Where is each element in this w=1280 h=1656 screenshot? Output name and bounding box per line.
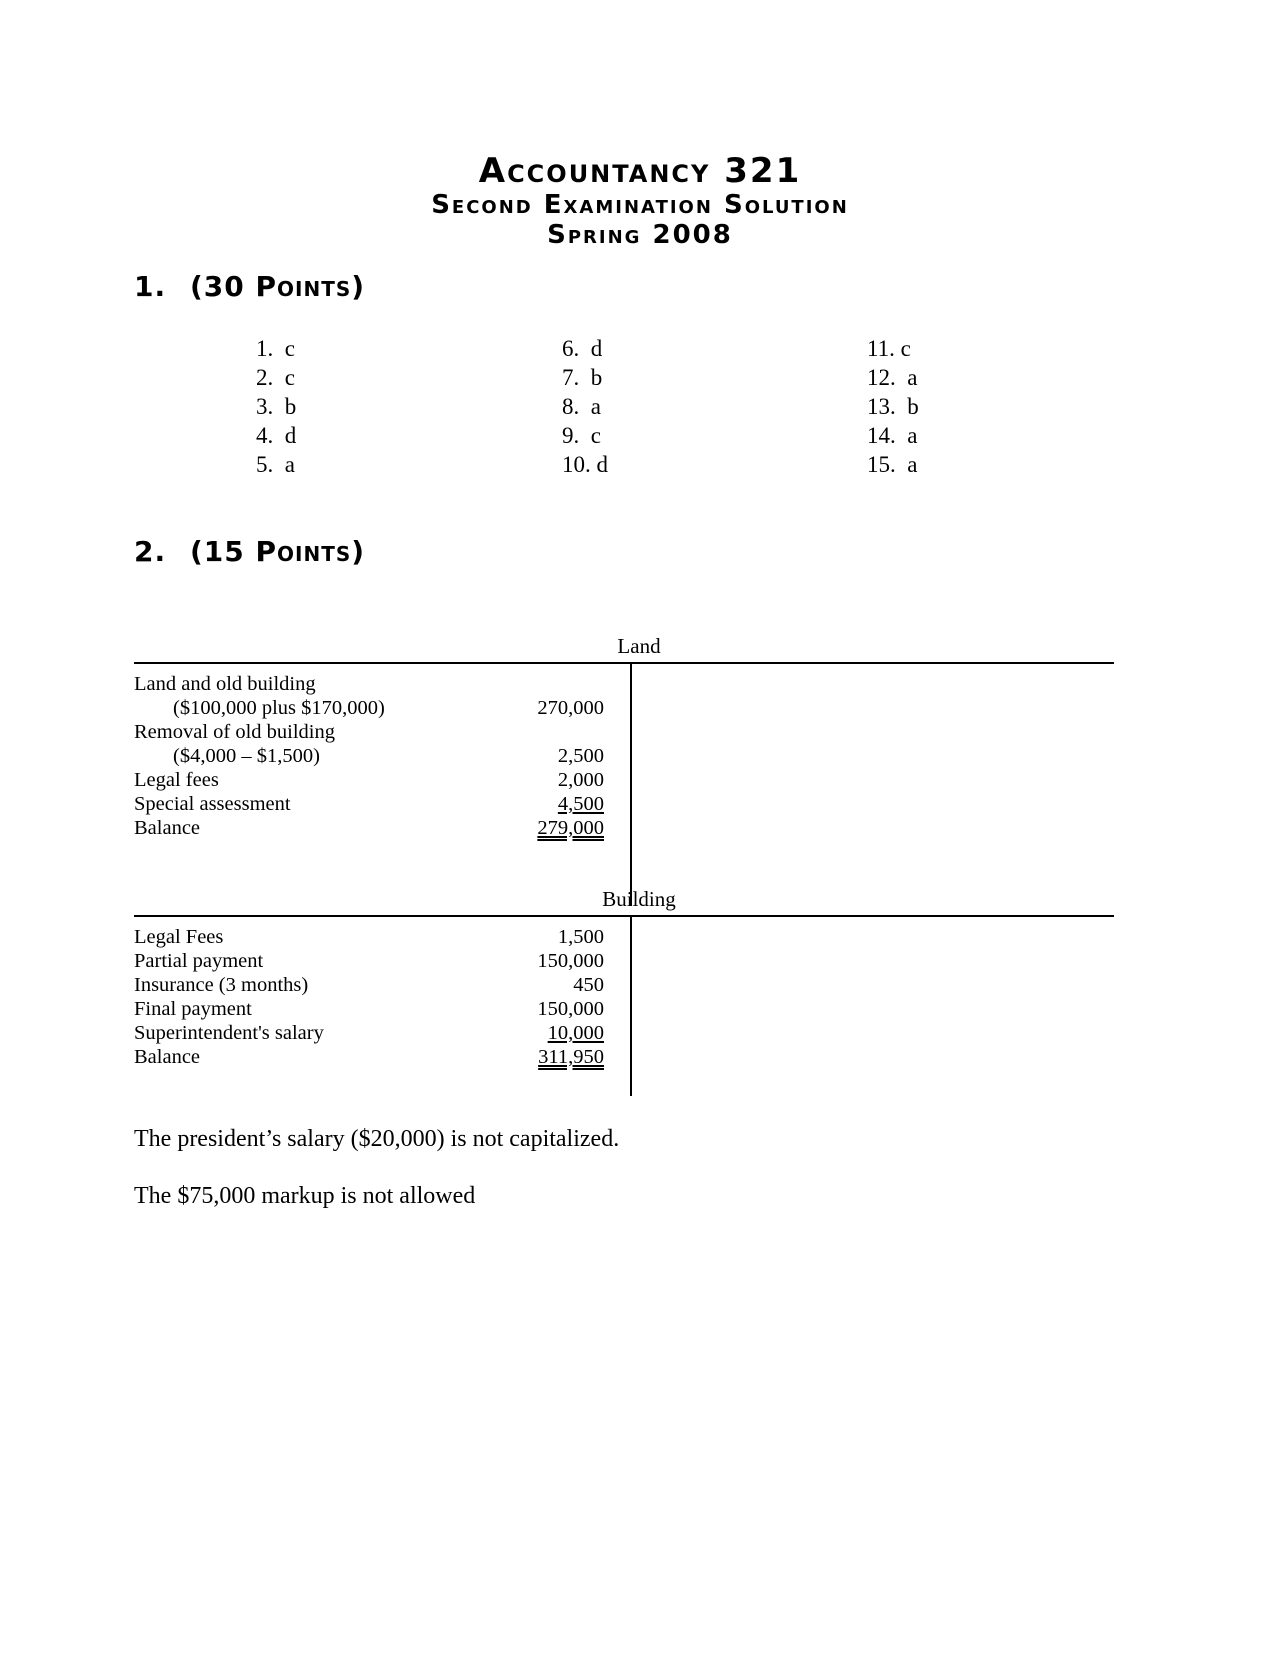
exam-subtitle: Second Examination Solution: [431, 190, 849, 220]
land-account-rows: [134, 672, 604, 840]
answer-item: 6. d: [562, 336, 603, 361]
land-account-rule: [134, 662, 1114, 664]
entry-amount: 270,000: [537, 697, 604, 719]
answer-item: 11. c: [867, 336, 911, 361]
answer-item: 13. b: [867, 394, 919, 419]
answer-item: 15. a: [867, 452, 918, 477]
answer-item: 14. a: [867, 423, 918, 448]
building-account-title: Building: [602, 887, 676, 911]
table-row: [134, 925, 604, 949]
table-row: [134, 672, 604, 696]
entry-label: Special assessment: [134, 793, 291, 815]
entry-amount: 150,000: [537, 998, 604, 1020]
entry-label: ($100,000 plus $170,000): [173, 697, 385, 719]
answer-item: 10. d: [562, 452, 608, 477]
answer-item: 1. c: [256, 336, 295, 361]
section-1-points: (30 Points): [190, 270, 366, 303]
land-account-title: Land: [617, 634, 661, 658]
entry-label: Insurance (3 months): [134, 974, 309, 996]
building-account-rows: [134, 925, 604, 1069]
land-account-divider: [630, 663, 632, 906]
entry-label: Partial payment: [134, 950, 264, 972]
entry-label: Removal of old building: [134, 721, 335, 743]
entry-label: Balance: [134, 817, 201, 839]
note-president-salary: The president’s salary ($20,000) is not capitalized.: [134, 1126, 620, 1152]
entry-amount: 1,500: [557, 926, 604, 948]
table-row: [134, 1021, 604, 1045]
table-row: [134, 1045, 604, 1069]
answer-item: 9. c: [562, 423, 601, 448]
balance-amount: 279,000: [537, 817, 604, 839]
section-2-points: (15 Points): [190, 535, 366, 568]
section-1-number: 1.: [134, 270, 167, 303]
table-row: [134, 792, 604, 816]
entry-amount: 2,500: [557, 745, 604, 767]
entry-label: Balance: [134, 1046, 201, 1068]
table-row: [134, 973, 604, 997]
table-row: [134, 744, 604, 768]
answer-item: 7. b: [562, 365, 603, 390]
exam-term: Spring 2008: [547, 220, 733, 250]
section-2-number: 2.: [134, 535, 167, 568]
note-markup: The $75,000 markup is not allowed: [134, 1183, 476, 1209]
entry-amount: 150,000: [537, 950, 604, 972]
entry-amount: 2,000: [557, 769, 604, 791]
entry-label: Legal fees: [134, 769, 219, 791]
answer-item: 5. a: [256, 452, 295, 477]
entry-amount: 450: [573, 974, 604, 996]
answer-item: 8. a: [562, 394, 601, 419]
building-account-divider: [630, 916, 632, 1096]
building-account-rule: [134, 915, 1114, 917]
entry-label: Superintendent's salary: [134, 1022, 324, 1044]
answer-item: 3. b: [256, 394, 297, 419]
table-row: [134, 949, 604, 973]
section-1-title: [134, 270, 365, 303]
entry-label: Land and old building: [134, 673, 316, 695]
entry-label: Final payment: [134, 998, 252, 1020]
table-row: [134, 816, 604, 840]
table-row: [134, 768, 604, 792]
answer-item: 12. a: [867, 365, 918, 390]
entry-amount: 10,000: [547, 1022, 604, 1044]
balance-amount: 311,950: [538, 1046, 604, 1068]
table-row: [134, 997, 604, 1021]
answer-item: 2. c: [256, 365, 295, 390]
answer-column-2: [562, 334, 608, 479]
entry-label: Legal Fees: [134, 926, 224, 948]
table-row: [134, 696, 604, 720]
entry-label: ($4,000 – $1,500): [173, 745, 320, 767]
course-title: Accountancy 321: [478, 151, 802, 191]
table-row: [134, 720, 604, 744]
entry-amount: 4,500: [557, 793, 604, 815]
document-header: [0, 152, 1280, 250]
answer-item: 4. d: [256, 423, 297, 448]
section-2-title: [134, 535, 365, 568]
answer-column-1: [256, 334, 296, 479]
answer-column-3: [867, 334, 919, 479]
